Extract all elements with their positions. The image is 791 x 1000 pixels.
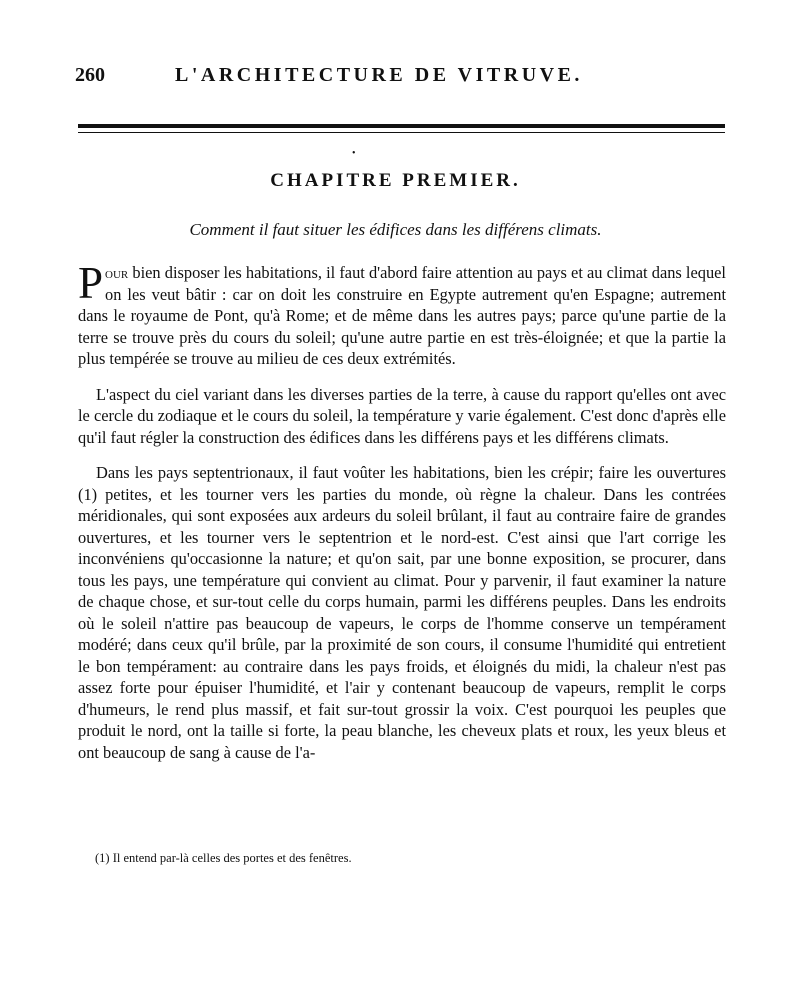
ornament-dot: • xyxy=(352,148,356,159)
body-text xyxy=(78,258,726,777)
chapter-subtitle: Comment il faut situer les édifices dans les différens climats. xyxy=(189,220,602,239)
paragraph-1 xyxy=(78,258,726,370)
page-header xyxy=(75,64,725,94)
paragraph-2: L'aspect du ciel variant dans les diverses parties de la terre, à cause du rapport qu'elles ont avec le cercle du zodiaque et le cours du soleil, la température y varie également. C'est donc d'après elle qu'il faut régler la construction des édifices dans les différens pays et les différens climats. xyxy=(78,384,726,447)
footnote: (1) Il entend par-là celles des portes et des fenêtres. xyxy=(95,851,352,865)
chapter-title: CHAPITRE PREMIER. xyxy=(270,170,521,191)
header-rule-thin xyxy=(78,132,725,133)
drop-cap: P xyxy=(78,258,104,308)
header-rule-thick xyxy=(78,124,725,128)
paragraph-1-text: bien disposer les habitations, il faut d'abord faire attention au pays et au climat dans lequel on les veut bâtir : car on doit les construire en Egypte autrement qu'en Espagne; autrement dans le royaume de Pont, qu'à Rome; et de même dans les autres pays; parce qu'une partie de la terre se trouve près du cours du soleil; qu'une autre partie en est très-éloignée; et que la partie la plus tempérée se trouve au milieu de ces deux extrémités. xyxy=(78,263,726,368)
running-title: L'ARCHITECTURE DE VITRUVE. xyxy=(175,64,583,86)
paragraph-1-smallcaps: our xyxy=(105,263,129,282)
page-number: 260 xyxy=(75,64,105,86)
paragraph-3: Dans les pays septentrionaux, il faut voûter les habitations, bien les crépir; faire les ouvertures (1) petites, et les tourner vers les parties du monde, où règne la chaleur. Dans les contrées méridionales, qui sont exposées aux ardeurs du soleil brûlant, il faut au contraire faire de grandes ouvertures, et les tourner vers le septentrion et le nord-est. C'est ainsi que l'art corrige les inconvéniens qu'occasionne la nature; et qu'on sait, par une bonne exposition, se procurer, dans tous les pays, une température qui convient au climat. Pour y parvenir, il faut examiner la nature de chaque chose, et sur-tout celle du corps humain, parmi les différens peuples. Dans les endroits où le soleil n'attire pas beaucoup de vapeurs, le corps de l'homme conserve un tempérament modéré; dans ceux qu'il brûle, par la proximité de son cours, il consume l'humidité qui entretient le bon tempérament: au contraire dans les pays froids, et éloignés du midi, la chaleur n'est pas assez forte pour épuiser l'humidité, et l'air y contenant beaucoup de vapeurs, remplit le corps d'humeurs, le rend plus massif, et fait sur-tout grossir la voix. C'est pourquoi les peuples que produit le nord, ont la taille si forte, la peau blanche, les cheveux plats et roux, les yeux bleus et ont beaucoup de sang à cause de l'a- xyxy=(78,463,726,762)
